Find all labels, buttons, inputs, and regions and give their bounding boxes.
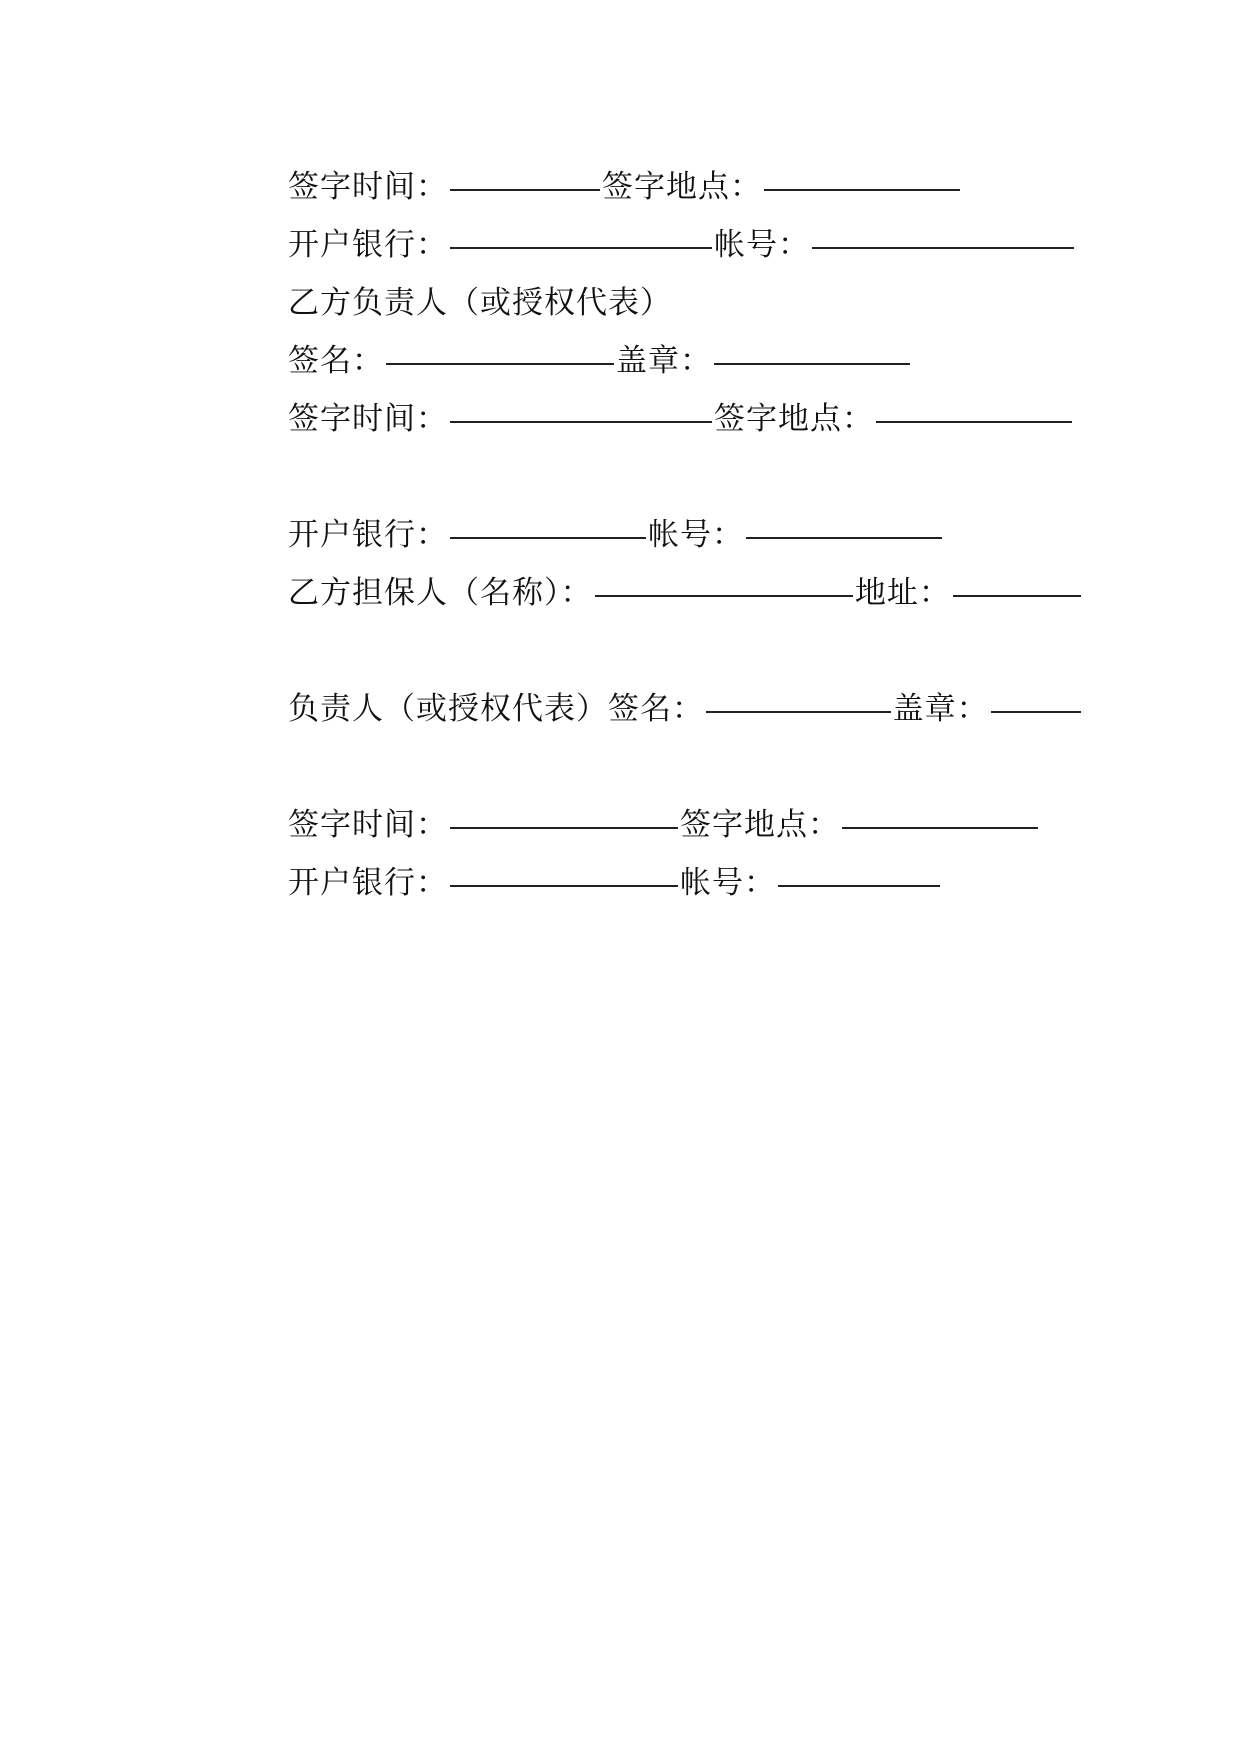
field-label: 签字时间： [288,807,448,843]
fill-in-blank[interactable] [764,189,960,191]
field-label: 乙方担保人（名称）： [288,575,593,611]
line-sign-seal-1 [188,332,1083,390]
fill-in-blank[interactable] [595,595,853,597]
field-label: 帐号： [714,227,810,263]
field-label: 签名： [288,343,384,379]
line-guarantor-sign-cont [188,738,1083,796]
field-label: 签字地点： [680,807,840,843]
field-label: 开户银行： [288,517,448,553]
fill-in-blank[interactable] [746,537,942,539]
fill-in-blank[interactable] [842,827,1038,829]
field-label: 开户银行： [288,227,448,263]
fill-in-blank[interactable] [812,247,1074,249]
line-signature-time-2 [188,390,1083,448]
fill-in-blank[interactable] [953,595,1081,597]
fill-in-blank[interactable] [991,711,1081,713]
fill-in-blank[interactable] [706,711,891,713]
fill-in-blank[interactable] [450,537,646,539]
line-signature-time-1 [188,158,1083,216]
field-label: 帐号： [648,517,744,553]
line-signature-time-3 [188,796,1083,854]
line-guarantor [188,564,1083,622]
field-label: 签字地点： [714,401,874,437]
field-label: 签字时间： [288,169,448,205]
field-label: 盖章： [892,691,989,727]
field-label: 负责人（或授权代表）签名： [288,691,704,727]
fill-in-blank[interactable] [450,421,712,423]
fill-in-blank[interactable] [778,885,940,887]
line-bank-1 [188,216,1083,274]
fill-in-blank[interactable] [450,247,712,249]
fill-in-blank[interactable] [450,885,678,887]
line-party-b-head [188,274,1083,332]
field-label: 签字时间： [288,401,448,437]
fill-in-blank[interactable] [450,827,678,829]
line-signature-time-2-cont [188,448,1083,506]
fill-in-blank[interactable] [450,189,600,191]
field-label: 签字地点： [602,169,762,205]
line-guarantor-cont [188,622,1083,680]
line-guarantor-sign [188,680,1083,738]
line-bank-2 [188,506,1083,564]
signature-block [188,158,1083,912]
field-label: 乙方负责人（或授权代表） [288,285,672,321]
fill-in-blank[interactable] [714,363,910,365]
line-bank-3 [188,854,1083,912]
fill-in-blank[interactable] [386,363,614,365]
field-label: 帐号： [680,865,776,901]
field-label: 地址： [854,575,951,611]
field-label: 盖章： [616,343,712,379]
field-label: 开户银行： [288,865,448,901]
fill-in-blank[interactable] [876,421,1072,423]
